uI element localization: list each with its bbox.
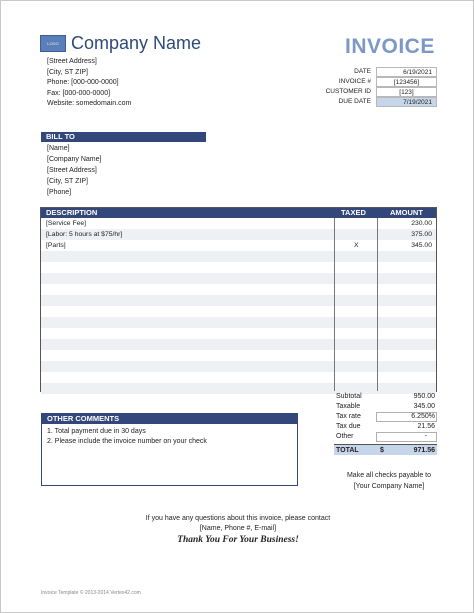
- tax-due-label: Tax due: [336, 423, 361, 430]
- tax-due-value: 21.56: [417, 423, 435, 430]
- amount-column-header: AMOUNT: [390, 208, 423, 217]
- bill-to-name[interactable]: [Name]: [47, 145, 70, 152]
- bill-to-street[interactable]: [Street Address]: [47, 167, 97, 174]
- item-amount: 345.00: [411, 242, 432, 249]
- customer-id-label: CUSTOMER ID: [325, 88, 371, 95]
- invoice-number-label: INVOICE #: [338, 78, 371, 85]
- thank-you-message: Thank You For Your Business!: [177, 535, 299, 545]
- bill-to-heading: BILL TO: [41, 132, 206, 142]
- subtotal-label: Subtotal: [336, 393, 362, 400]
- contact-note: [101, 514, 375, 534]
- tax-rate-row: [334, 412, 437, 422]
- taxed-column-divider: [334, 218, 335, 391]
- comments-box: [41, 413, 298, 486]
- date-label: DATE: [354, 68, 371, 75]
- tax-rate-label: Tax rate: [336, 413, 361, 420]
- other-box[interactable]: [376, 432, 437, 442]
- other-value[interactable]: -: [424, 433, 427, 440]
- invoice-meta-values: [376, 67, 437, 107]
- due-date-label: DUE DATE: [338, 98, 371, 105]
- date-field[interactable]: 6/19/2021: [376, 67, 437, 77]
- currency-symbol: $: [380, 447, 384, 454]
- totals-block: [334, 392, 437, 455]
- item-description: [Service Fee]: [46, 220, 87, 227]
- contact-details[interactable]: [Name, Phone #, E-mail]: [199, 525, 277, 532]
- item-amount: 230.00: [411, 220, 432, 227]
- item-amount: 375.00: [411, 231, 432, 238]
- customer-id-field[interactable]: [123]: [376, 87, 437, 97]
- invoice-meta-labels: [301, 67, 371, 107]
- comment-line: 2. Please include the invoice number on your check: [47, 438, 207, 445]
- template-footer: Invoice Template © 2013-2014 Vertex42.com: [41, 590, 141, 596]
- taxable-label: Taxable: [336, 403, 361, 410]
- amount-column-divider: [377, 218, 378, 391]
- description-column-header: DESCRIPTION: [46, 208, 98, 217]
- address-city: [City, ST ZIP]: [47, 68, 88, 76]
- other-label: Other: [336, 433, 354, 440]
- invoice-number-field[interactable]: [123456]: [376, 77, 437, 87]
- subtotal-value: 950.00: [413, 393, 435, 400]
- company-name: Company Name: [71, 33, 202, 53]
- total-value: 971.56: [413, 447, 435, 454]
- bill-to-block: [47, 143, 101, 198]
- taxable-row: [334, 402, 437, 412]
- bill-to-phone[interactable]: [Phone]: [47, 189, 72, 196]
- subtotal-row: [334, 392, 437, 402]
- total-label: TOTAL: [336, 447, 359, 454]
- comments-body[interactable]: [47, 427, 207, 447]
- item-taxed: X: [354, 242, 359, 249]
- line-items-table: [40, 207, 437, 392]
- address-phone: Phone: [000-000-0000]: [47, 79, 119, 86]
- due-date-field[interactable]: 7/19/2021: [376, 97, 437, 107]
- address-street: [Street Address]: [47, 58, 97, 65]
- item-description: [Parts]: [46, 242, 66, 249]
- tax-rate-value[interactable]: 6.250%: [411, 413, 435, 420]
- comment-line: 1. Total payment due in 30 days: [47, 428, 146, 435]
- address-fax: Fax: [000-000-0000]: [47, 89, 111, 97]
- tax-due-row: [334, 422, 437, 432]
- payable-company[interactable]: [Your Company Name]: [353, 483, 425, 490]
- taxable-value: 345.00: [413, 403, 435, 410]
- bill-to-company[interactable]: [Company Name]: [47, 156, 102, 163]
- comments-heading: OTHER COMMENTS: [42, 414, 297, 424]
- payable-note: [334, 470, 444, 492]
- other-row: [334, 432, 437, 442]
- invoice-title: INVOICE: [345, 35, 435, 58]
- item-description: [Labor: 5 hours at $75/hr]: [46, 231, 123, 238]
- line-items-header: [41, 208, 436, 218]
- taxed-column-header: TAXED: [341, 208, 366, 217]
- contact-line: If you have any questions about this invoice, please contact: [145, 515, 331, 522]
- total-row: [334, 444, 437, 455]
- bill-to-city[interactable]: [City, ST ZIP]: [47, 178, 88, 185]
- company-logo: LOGO: [40, 35, 66, 52]
- payable-line: Make all checks payable to: [346, 472, 432, 479]
- company-address: [47, 57, 131, 110]
- address-website: Website: somedomain.com: [47, 100, 132, 107]
